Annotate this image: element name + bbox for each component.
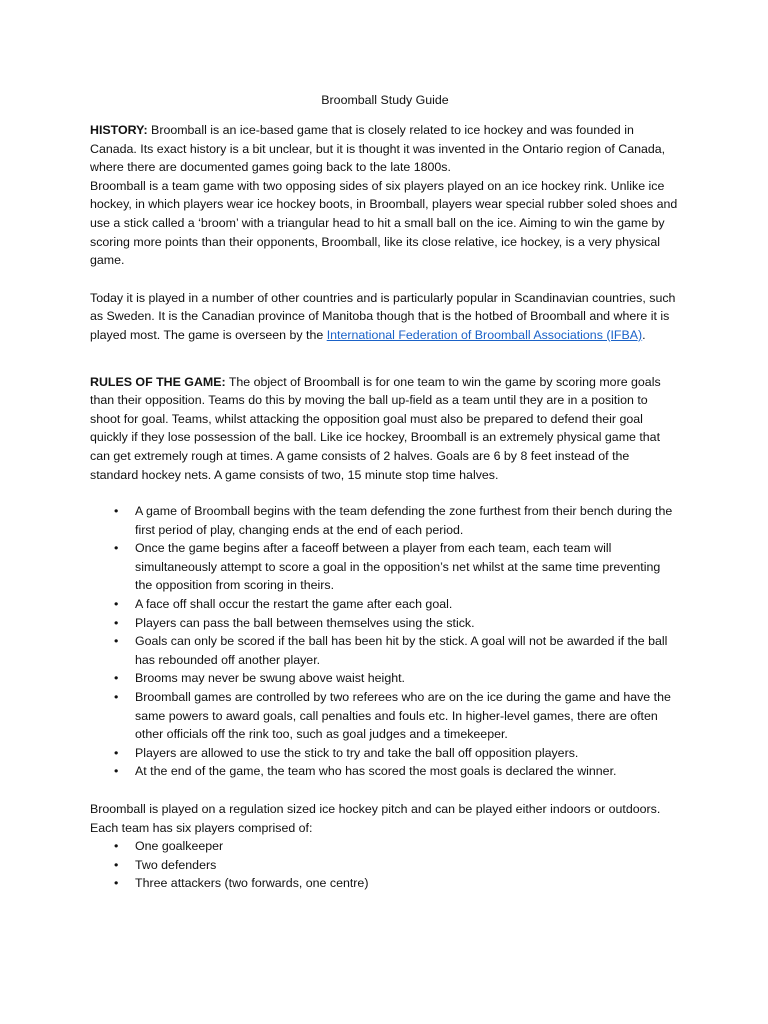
bullet-icon: •: [114, 690, 119, 705]
bullet-icon: •: [114, 857, 119, 872]
rules-item-text: Broomball games are controlled by two referees who are on the ice during the game and have the same powers to award goals, call penalties and fouls etc. In higher-level games, there are often other officials off the rink too, such as goal judges and a timekeeper.: [135, 690, 671, 742]
rules-paragraph: [90, 373, 680, 485]
bullet-icon: •: [114, 615, 119, 630]
document-page: [90, 91, 680, 893]
document-title: Broomball Study Guide: [321, 93, 449, 107]
bullet-icon: •: [114, 634, 119, 649]
rules-item-text: Goals can only be scored if the ball has been hit by the stick. A goal will not be awarded if the ball has rebounded off another player.: [135, 634, 668, 667]
rules-text: The object of Broomball is for one team to win the game by scoring more goals than their opposition. Teams do this by moving the ball up-field as a team until they are in a position to shoot for goal. Teams, whilst attacking the opposition goal must also be prepared to defend their goal quickly if they lose possession of the ball. Like ice hockey, Broomball is an extremely physical game that can get extremely rough at times. A game consists of 2 halves. Goals are 6 by 8 feet instead of the standard hockey nets. A game consists of two, 15 minute stop time halves.: [90, 374, 661, 482]
bullet-icon: •: [114, 504, 119, 519]
bullet-icon: •: [114, 745, 119, 760]
history-p3-text: Today it is played in a number of other countries and is particularly popular in Scandinavian countries, such as Sweden. It is the Canadian province of Manitoba though that is the hotbed of Broomball and where it is played most. The game is overseen by the: [90, 290, 676, 342]
history-paragraph-2: Broomball is a team game with two opposing sides of six players played on an ice hockey rink. Unlike ice hockey, in which players wear ice hockey boots, in Broomball, players wear special rubber soled shoes and use a stick called a ‘broom’ with a triangular head to hit a small ball on the ice. Aiming to win the game by scoring more points than their opponents, Broomball, like its close relative, ice hockey, is a very physical game.: [90, 178, 678, 268]
bullet-icon: •: [114, 764, 119, 779]
bullet-icon: •: [114, 876, 119, 891]
players-item-text: One goalkeeper: [135, 839, 224, 854]
rules-item-text: Players can pass the ball between themselves using the stick.: [135, 615, 475, 630]
rules-item-text: At the end of the game, the team who has scored the most goals is declared the winner.: [135, 764, 617, 779]
rules-item-text: Once the game begins after a faceoff between a player from each team, each team will simultaneously attempt to score a goal in the opposition’s net whilst at the same time preventing the opposition from scoring in theirs.: [135, 541, 661, 593]
spacer: [90, 345, 680, 373]
rules-list-item: [90, 669, 680, 688]
history-p3-end: .: [642, 327, 646, 342]
spacer: [90, 270, 680, 289]
rules-list-item: [90, 688, 680, 744]
rules-list: [90, 502, 680, 781]
rules-item-text: A face off shall occur the restart the game after each goal.: [135, 597, 453, 612]
rules-list-item: [90, 762, 680, 781]
rules-list-item: [90, 614, 680, 633]
players-list-item: [90, 856, 680, 875]
history-paragraph-3: [90, 289, 680, 345]
rules-list-item: [90, 539, 680, 595]
rules-heading: RULES OF THE GAME:: [90, 374, 226, 389]
players-list-item: [90, 837, 680, 856]
rules-item-text: Brooms may never be swung above waist height.: [135, 671, 405, 686]
spacer: [90, 781, 680, 800]
rules-list-item: [90, 744, 680, 763]
ifba-link[interactable]: International Federation of Broomball Associations (IFBA): [326, 327, 643, 342]
bullet-icon: •: [114, 597, 119, 612]
history-text: Broomball is an ice-based game that is closely related to ice hockey and was founded in Canada. Its exact history is a bit unclear, but it is thought it was invented in the Ontario region of Canada, where there are documented games going back to the late 1800s.: [90, 123, 666, 175]
rules-list-item: [90, 595, 680, 614]
players-list: [90, 837, 680, 893]
rules-list-item: [90, 632, 680, 669]
rules-item-text: A game of Broomball begins with the team defending the zone furthest from their bench during the first period of play, changing ends at the end of each period.: [135, 504, 673, 537]
bullet-icon: •: [114, 541, 119, 556]
rules-item-text: Players are allowed to use the stick to try and take the ball off opposition players.: [135, 745, 579, 760]
bullet-icon: •: [114, 839, 119, 854]
bullet-icon: •: [114, 671, 119, 686]
history-paragraph: [90, 121, 680, 177]
history-heading: HISTORY:: [90, 123, 148, 137]
rules-list-item: [90, 502, 680, 539]
players-intro: Broomball is played on a regulation sized ice hockey pitch and can be played either indoors or outdoors. Each team has six players comprised of:: [90, 802, 661, 835]
players-item-text: Three attackers (two forwards, one centre): [135, 876, 369, 891]
players-list-item: [90, 874, 680, 893]
players-item-text: Two defenders: [135, 857, 217, 872]
